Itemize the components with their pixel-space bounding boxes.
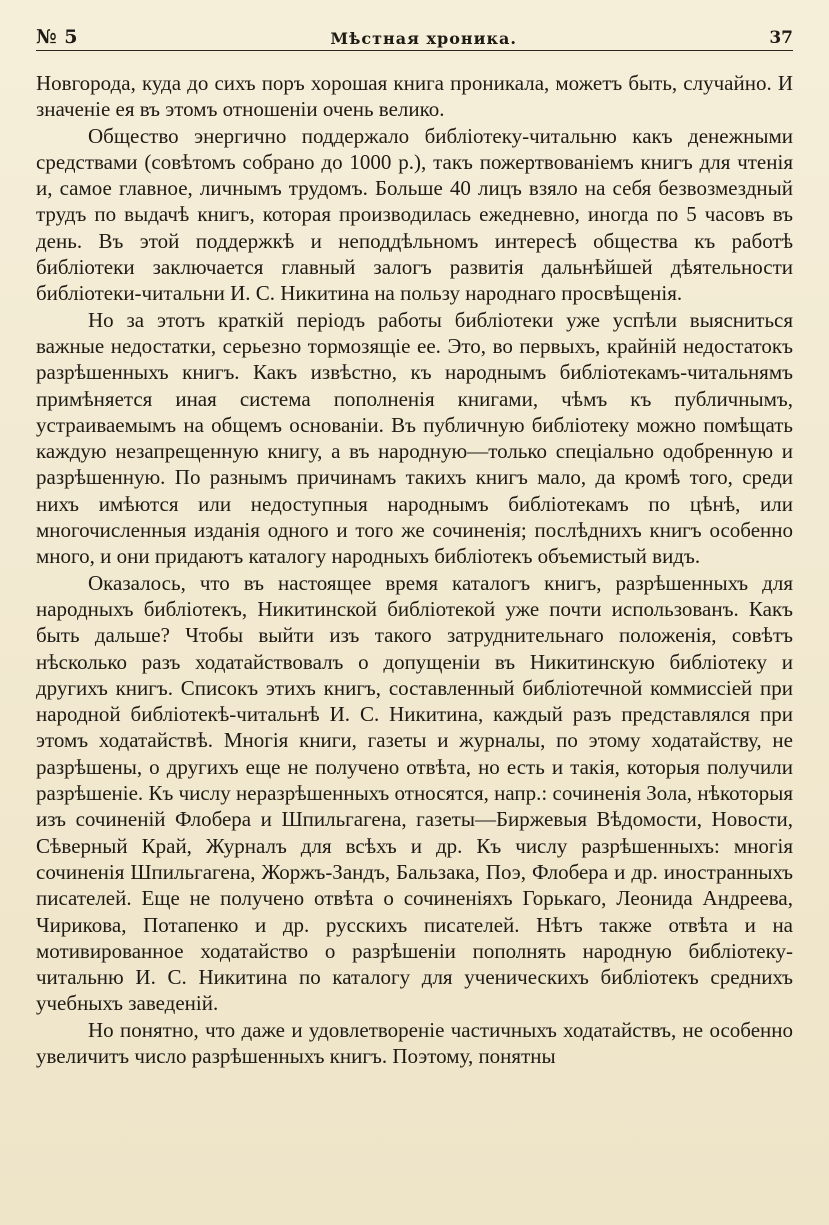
header-rule	[36, 50, 793, 51]
paragraph: Общество энергично поддержало библіотеку-читальню какъ денежными средствами (совѣтомъ собрано до 1000 р.), такъ пожертвованіемъ книгъ для чтенія и, самое главное, личнымъ трудомъ. Больше 40 лицъ взяло на себя безвозмездный трудъ по выдачѣ книгъ, которая производилась ежедневно, иногда по 5 часовъ въ день. Въ этой поддержкѣ и неподдѣльномъ интересѣ общества къ работѣ библіотеки заключается главный залогъ развитія дальнѣйшей дѣятельности библіотеки-читальни И. С. Никитина на пользу народнаго просвѣщенія.	[36, 123, 793, 306]
issue-number: № 5	[36, 26, 78, 48]
page-number: 37	[769, 28, 793, 48]
running-title: Мѣстная хроника.	[330, 29, 517, 48]
body-text	[36, 70, 793, 1069]
paragraph: Оказалось, что въ настоящее время каталогъ книгъ, разрѣшенныхъ для народныхъ библіотекъ, Никитинской библіотекой уже почти использованъ. Какъ быть дальше? Чтобы выйти изъ такого затруднительнаго положенія, совѣтъ нѣсколько разъ ходатайствовалъ о допущеніи въ Никитинскую библіотеку и другихъ книгъ. Списокъ этихъ книгъ, составленный библіотечной коммиссіей при народной библіотекѣ-читальнѣ И. С. Никитина, каждый разъ представлялся при этомъ ходатайствѣ. Многія книги, газеты и журналы, по этому ходатайству, не разрѣшены, о другихъ еще не получено отвѣта, но есть и такія, которыя получили разрѣшеніе. Къ числу неразрѣшенныхъ относятся, напр.: сочиненія Зола, нѣкоторыя изъ сочиненій Флобера и Шпильгагена, газеты—Биржевыя Вѣдомости, Новости, Сѣверный Край, Журналъ для всѣхъ и др. Къ числу разрѣшенныхъ: многія сочиненія Шпильгагена, Жоржъ-Зандъ, Бальзака, Поэ, Флобера и др. иностранныхъ писателей. Еще не получено отвѣта о сочиненіяхъ Горькаго, Леонида Андреева, Чирикова, Потапенко и др. русскихъ писателей. Нѣтъ также отвѣта и на мотивированное ходатайство о разрѣшеніи пополнять народную библіотеку-читальню И. С. Никитина по каталогу для ученическихъ библіотекъ среднихъ учебныхъ заведеній.	[36, 570, 793, 1016]
paragraph: Но за этотъ краткій періодъ работы библіотеки уже успѣли выясниться важные недостатки, серьезно тормозящіе ее. Это, во первыхъ, крайній недостатокъ разрѣшенныхъ книгъ. Какъ извѣстно, къ народнымъ библіотекамъ-читальнямъ примѣняется иная система пополненія книгами, чѣмъ къ публичнымъ, устраиваемымъ на общемъ основаніи. Въ публичную библіотеку можно помѣщать каждую незапрещенную книгу, а въ народную—только спеціально одобренную и разрѣшенную. По разнымъ причинамъ такихъ книгъ мало, да кромѣ того, среди нихъ имѣются или недоступныя народнымъ библіотекамъ по цѣнѣ, или многочисленныя изданія одного и того же сочиненія; послѣднихъ книгъ особенно много, и они придаютъ каталогу народныхъ библіотекъ объемистый видъ.	[36, 307, 793, 569]
page-header	[36, 22, 793, 48]
paragraph-continued: Новгорода, куда до сихъ поръ хорошая книга проникала, можетъ быть, случайно. И значеніе ея въ этомъ отношеніи очень велико.	[36, 71, 793, 122]
paragraph-truncated: Но понятно, что даже и удовлетвореніе частичныхъ ходатайствъ, не особенно увеличитъ число разрѣшенныхъ книгъ. Поэтому, понятны	[36, 1017, 793, 1068]
